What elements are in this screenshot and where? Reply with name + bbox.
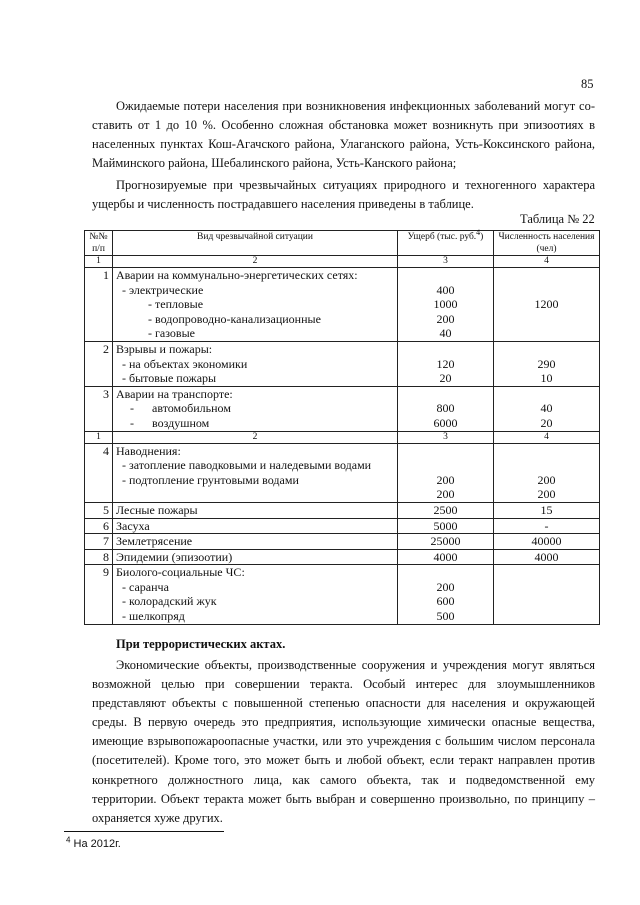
row-number-label: 5 — [103, 502, 109, 517]
row-people — [494, 386, 600, 431]
row-damage — [398, 386, 494, 431]
column-number — [494, 256, 600, 268]
row-title: Эпидемии (эпизоотии) — [116, 549, 233, 564]
header-damage-close: ) — [480, 232, 484, 242]
row-subitem: - автомобильном — [130, 401, 231, 416]
row-people-value — [497, 594, 596, 609]
row-damage — [398, 341, 494, 386]
column-number — [398, 256, 494, 268]
row-people-value: 200 — [537, 472, 556, 487]
row-subitem-label: автомобильном — [152, 401, 231, 416]
row-type — [113, 386, 398, 431]
table-row — [85, 534, 600, 550]
row-title: Землетрясение — [116, 534, 193, 549]
row-number — [85, 386, 113, 431]
table-row — [85, 443, 600, 502]
row-people-value — [497, 312, 596, 327]
column-number — [398, 431, 494, 443]
row-damage — [398, 443, 494, 502]
row-people-value: 20 — [540, 415, 553, 430]
row-title: Аварии на транспорте: — [116, 386, 233, 401]
row-number-label: 3 — [103, 386, 109, 401]
row-damage-value: 4000 — [433, 549, 458, 564]
row-damage-value: 800 — [436, 401, 455, 416]
row-people-value: 200 — [537, 487, 556, 502]
table-row — [85, 386, 600, 431]
row-people-value — [497, 326, 596, 341]
heading-terror: При террористических актах. — [116, 637, 286, 651]
row-number — [85, 518, 113, 534]
row-title: Биолого-социальные ЧС: — [116, 565, 245, 580]
row-damage-value: 6000 — [433, 415, 458, 430]
paragraph-forecast: Прогнозируемые при чрезвычайных ситуациях природного и техногенного характера ущербы и численность пострадавшего населения приведены в таблице. — [92, 178, 595, 212]
row-damage — [398, 534, 494, 550]
table-row — [85, 565, 600, 624]
column-number-label: 3 — [443, 431, 448, 442]
paragraph-infection-losses: Ожидаемые потери населения при возникновения инфекционных заболеваний могут составить от 1 до 10 %. Особенно сложная обстановка может возникнуть при эпизоотиях в населенных пунктах Кош-Агачского района, Улаганского района, Усть-Коксинского района, Майминского района, Шебалинского района, Усть-Канского района; — [92, 99, 595, 171]
table-caption: Таблица № 22 — [520, 212, 595, 226]
header-type-label: Вид чрезвычайной ситуации — [197, 232, 313, 242]
row-number — [85, 268, 113, 342]
table-row — [85, 268, 600, 342]
row-number-label: 7 — [103, 534, 109, 549]
row-number — [85, 534, 113, 550]
row-title: Лесные пожары — [116, 502, 198, 517]
table-row — [85, 549, 600, 565]
table-column-numbers-row — [85, 431, 600, 443]
row-subitem-label: воздушном — [152, 415, 210, 430]
row-subitem: - бытовые пожары — [122, 371, 217, 386]
row-damage-value: 20 — [439, 371, 452, 386]
row-people-value: 40000 — [531, 534, 562, 549]
row-type — [113, 549, 398, 565]
row-subitem: - газовые — [148, 326, 195, 341]
row-damage-value: 200 — [436, 311, 455, 326]
row-type — [113, 341, 398, 386]
row-people — [494, 549, 600, 565]
row-damage — [398, 565, 494, 624]
table-column-numbers-row — [85, 256, 600, 268]
row-people-value — [497, 609, 596, 624]
row-damage — [398, 549, 494, 565]
row-people-value — [497, 283, 596, 298]
table-row — [85, 341, 600, 386]
row-people — [494, 443, 600, 502]
row-subitem: - тепловые — [148, 297, 204, 312]
column-number-label: 4 — [544, 431, 549, 442]
header-people — [494, 231, 600, 256]
row-people-value: 4000 — [534, 549, 559, 564]
row-people-value: 290 — [537, 356, 556, 371]
row-damage-value: 400 — [436, 282, 455, 297]
row-subitem: - саранча — [122, 579, 169, 594]
header-num — [85, 231, 113, 256]
row-people-value: - — [544, 518, 549, 533]
row-damage-value: 2500 — [433, 502, 458, 517]
row-title: Засуха — [116, 518, 150, 533]
row-number-label: 1 — [103, 268, 109, 282]
row-subitem: - воздушном — [130, 415, 210, 430]
row-title: Наводнения: — [116, 443, 181, 458]
row-subitem: - затопление паводковыми и наледевыми водами — [122, 458, 372, 473]
header-damage-footnote-mark: 4 — [476, 227, 481, 237]
column-number — [113, 431, 398, 443]
row-people-value: 1200 — [534, 297, 559, 312]
row-number — [85, 549, 113, 565]
row-subitem: - подтопление грунтовыми водами — [122, 472, 299, 487]
row-number-label: 4 — [103, 443, 109, 458]
row-damage-value: 40 — [439, 326, 452, 341]
table-row — [85, 518, 600, 534]
footnote-mark: 4 — [66, 835, 71, 845]
row-type — [113, 502, 398, 518]
header-people-label: Численность населения (чел) — [498, 232, 595, 254]
table-row — [85, 502, 600, 518]
table-header-row — [85, 231, 600, 256]
header-damage — [398, 227, 494, 256]
row-people — [494, 534, 600, 550]
row-subitem: - колорадский жук — [122, 594, 217, 609]
row-number-label: 9 — [103, 565, 109, 580]
header-damage-label: Ущерб (тыс. руб. — [407, 232, 477, 242]
column-number-label: 1 — [96, 256, 101, 266]
column-number-label: 2 — [252, 431, 258, 442]
row-damage — [398, 268, 494, 342]
header-num-label: №№ п/п — [89, 232, 108, 254]
row-subitem: - водопроводно-канализационные — [148, 311, 321, 326]
emergency-table — [84, 227, 600, 625]
row-damage-value: 200 — [436, 472, 455, 487]
row-people — [494, 502, 600, 518]
row-subitem: - шелкопряд — [122, 609, 185, 624]
row-number — [85, 502, 113, 518]
paragraph-terror: Экономические объекты, производственные сооружения и учреждения могут являться возможной целью при совершении теракта. Особый интерес для злоумышленников представляют объекты с повышенной степенью опасности для населения и окружающей среды. В первую очередь это предприятия, использующие химически опасные вещества, имеющие взрывопожароопасные участки, или это учреждения с большим числом персонала (посетителей). Кроме того, это может быть и любой объект, если теракт направлен против конкретного должностного лица, как самого объекта, так и подведомственной ему территории. Объект теракта может быть выбран и совершенно произвольно, по принципу – охраняется хуже других. — [92, 658, 595, 825]
column-number-label: 4 — [544, 256, 549, 266]
row-people-value: 10 — [540, 371, 553, 386]
column-number — [494, 431, 600, 443]
row-damage-value: 25000 — [430, 534, 461, 549]
row-type — [113, 443, 398, 502]
page-number: 85 — [581, 77, 594, 91]
row-number-label: 6 — [103, 518, 109, 533]
row-damage — [398, 502, 494, 518]
row-number — [85, 341, 113, 386]
column-number — [113, 256, 398, 268]
footnote-divider — [64, 831, 224, 832]
row-title: Аварии на коммунально-энергетических сетях: — [116, 268, 358, 282]
row-people — [494, 341, 600, 386]
column-number-label: 3 — [443, 256, 448, 266]
row-type — [113, 268, 398, 342]
header-type — [113, 231, 398, 256]
row-number — [85, 565, 113, 624]
row-damage-value: 1000 — [433, 297, 458, 312]
row-people-value: 40 — [540, 401, 553, 416]
row-number-label: 8 — [103, 549, 109, 564]
row-type — [113, 565, 398, 624]
row-damage-value: 600 — [436, 594, 455, 609]
row-damage — [398, 518, 494, 534]
row-number-label: 2 — [103, 341, 109, 356]
row-damage-value: 200 — [436, 487, 455, 502]
row-damage-value: 120 — [436, 356, 455, 371]
row-type — [113, 534, 398, 550]
row-subitem: - электрические — [122, 282, 204, 297]
column-number-label: 2 — [252, 256, 258, 266]
footnote — [66, 835, 121, 850]
row-title: Взрывы и пожары: — [116, 341, 213, 356]
row-subitem: - на объектах экономики — [122, 356, 248, 371]
footnote-text: На 2012г. — [70, 838, 121, 850]
row-damage-value: 500 — [436, 609, 455, 624]
row-people-value: 15 — [540, 502, 553, 517]
row-people-value — [497, 580, 596, 595]
row-type — [113, 518, 398, 534]
column-number — [85, 431, 113, 443]
row-people — [494, 518, 600, 534]
row-number — [85, 443, 113, 502]
row-damage-value: 5000 — [433, 518, 458, 533]
row-damage-value: 200 — [436, 579, 455, 594]
row-people — [494, 268, 600, 342]
column-number — [85, 256, 113, 268]
column-number-label: 1 — [96, 431, 101, 442]
row-people — [494, 565, 600, 624]
